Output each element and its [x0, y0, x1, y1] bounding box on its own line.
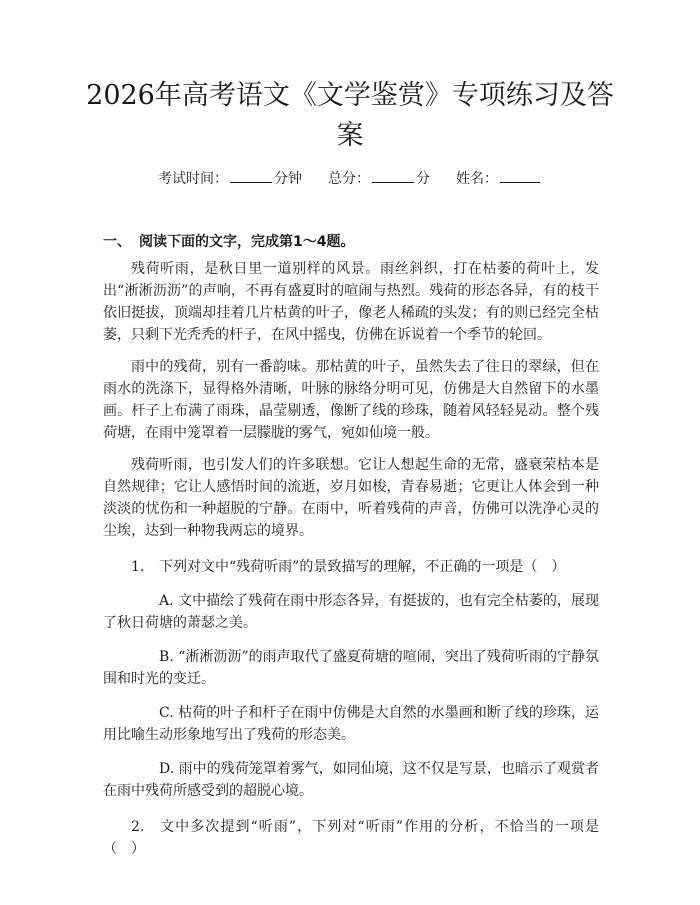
question-2-number: 2.	[131, 819, 145, 835]
passage-paragraph-1: 残荷听雨，是秋日里一道别样的风景。雨丝斜织，打在枯萎的荷叶上，发出“淅淅沥沥”的声响，不再有盛夏时的喧闹与热烈。残荷的形态各异，有的枝干依旧挺拔，顶端却挂着几片枯黄的叶子，像老人稀疏的头发；有的则已经完全枯萎，只剩下光秃秃的杆子，在风中摇曳，仿佛在诉说着一个季节的轮回。	[103, 261, 599, 343]
section-instruction: 阅读下面的文字，完成第1～4题。	[139, 234, 355, 250]
question-1-stem: 下列对文中“残荷听雨”的景致描写的理解，不正确的一项是（ ）	[159, 559, 566, 575]
time-blank[interactable]	[230, 168, 272, 183]
time-unit: 分钟	[274, 171, 302, 187]
time-label: 考试时间：	[158, 171, 228, 187]
name-label: 姓名：	[456, 171, 498, 187]
exam-info-line	[0, 168, 700, 189]
passage-paragraph-3: 残荷听雨，也引发人们的许多联想。它让人想起生命的无常，盛衰荣枯本是自然规律；它让人感悟时间的流逝，岁月如梭，青春易逝；它更让人体会到一种淡淡的忧伤和一种超脱的宁静。在雨中，听着残荷的声音，仿佛可以洗净心灵的尘埃，达到一种物我两忘的境界。	[103, 457, 599, 539]
question-1-option-b: B. “淅淅沥沥”的雨声取代了盛夏荷塘的喧闹，突出了残荷听雨的宁静氛围和时光的变迁。	[103, 649, 599, 687]
question-1	[103, 556, 599, 578]
question-1-option-d: D. 雨中的残荷笼罩着雾气，如同仙境，这不仅是写景，也暗示了观赏者在雨中残荷所感受到的超脱心境。	[103, 761, 599, 799]
question-2-stem: 文中多次提到“听雨”，下列对“听雨”作用的分析，不恰当的一项是（ ）	[103, 819, 599, 857]
document-title: 2026年高考语文《文学鉴赏》专项练习及答案	[86, 80, 614, 151]
section-heading	[103, 232, 354, 252]
score-label: 总分：	[328, 171, 370, 187]
reading-content	[103, 258, 599, 872]
score-blank[interactable]	[372, 168, 414, 183]
question-2	[103, 816, 599, 860]
score-unit: 分	[416, 171, 430, 187]
section-number: 一、	[103, 234, 131, 250]
question-1-number: 1.	[131, 559, 145, 575]
name-blank[interactable]	[500, 168, 540, 183]
question-1-option-a: A. 文中描绘了残荷在雨中形态各异，有挺拔的，也有完全枯萎的，展现了秋日荷塘的萧瑟之美。	[103, 593, 599, 631]
question-1-option-c: C. 枯荷的叶子和杆子在雨中仿佛是大自然的水墨画和断了线的珍珠，运用比喻生动形象地写出了残荷的形态美。	[103, 705, 599, 743]
passage-paragraph-2: 雨中的残荷，别有一番韵味。那枯黄的叶子，虽然失去了往日的翠绿，但在雨水的洗涤下，显得格外清晰，叶脉的脉络分明可见，仿佛是大自然留下的水墨画。杆子上布满了雨珠，晶莹剔透，像断了线的珍珠，随着风轻轻晃动。整个残荷塘，在雨中笼罩着一层朦胧的雾气，宛如仙境一般。	[103, 359, 599, 441]
